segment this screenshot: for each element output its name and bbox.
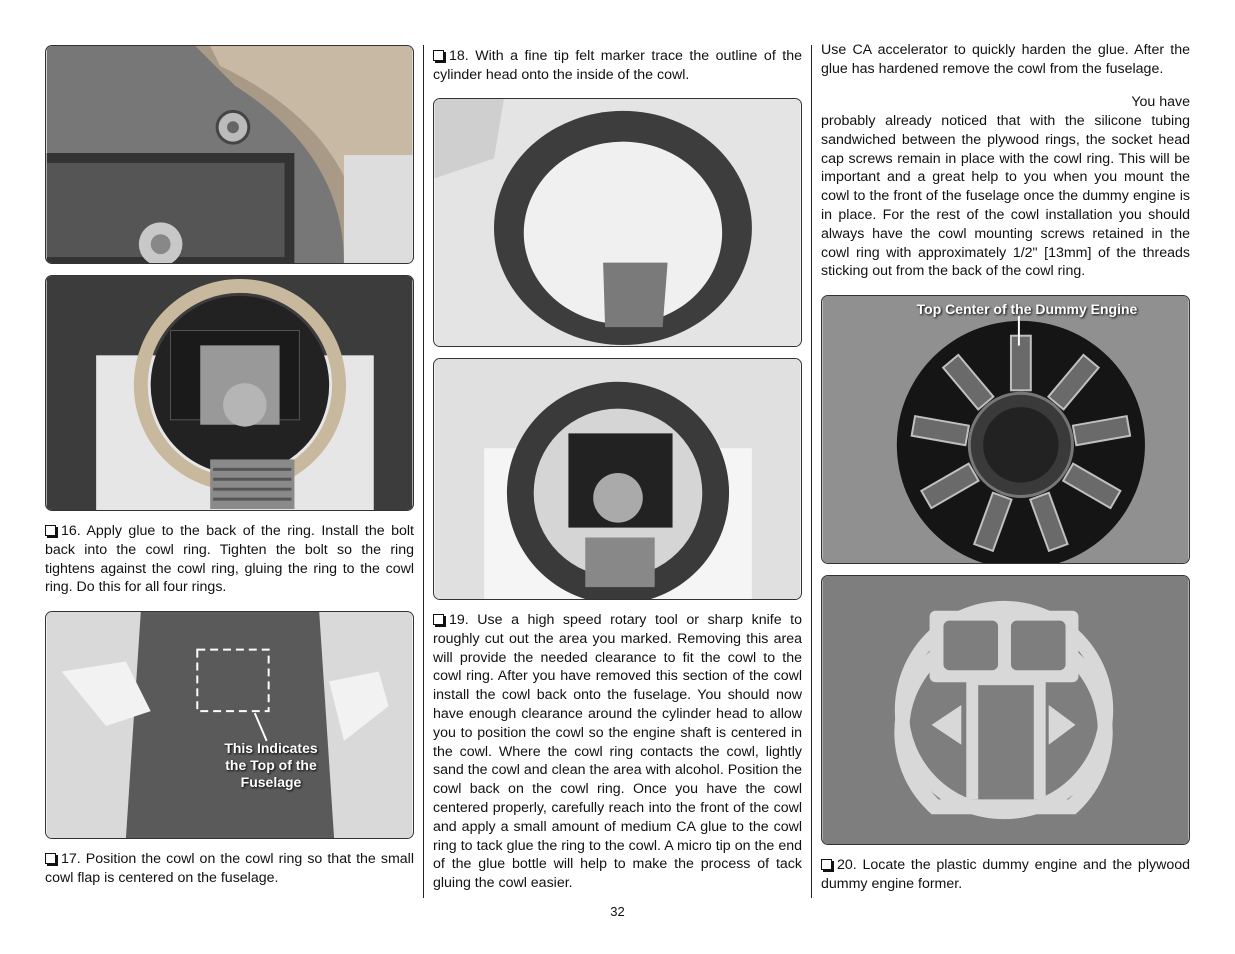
step-19-text: 19. Use a high speed rotary tool or sharp knife to roughly cut out the area you marked. Removing this area will provide the needed clearance to fit the cowl to the cowl ring. After you have removed this section of the cowl install the cowl back onto the fuselage. You should now have enough clearance around the cylinder head to allow you to position the cowl so the engine shaft is centered in the cowl. Where the cowl ring contacts the cowl, lightly sand the cowl and clean the area with alcohol. Position the cowl back on the cowl ring. Once you have the cowl centered properly, carefully reach into the front of the cowl and apply a small amount of medium CA glue to the cowl ring to tack glue the ring to the cowl. A micro tip on the end of the glue bottle will help to make the process of tack gluing the cowl easier. [433,612,802,892]
page-number: 32 [610,904,625,919]
step-18-text: 18. With a fine tip felt marker trace the outline of the cylinder head onto the inside of the cowl. [433,48,802,83]
photo-fuselage-top [45,611,414,839]
column-divider [811,45,812,898]
step-20-text: 20. Locate the plastic dummy engine and the plywood dummy engine former. [821,857,1190,892]
step-16-text: 16. Apply glue to the back of the ring. Install the bolt back into the cowl ring. Tighten the bolt so the ring tightens against the cowl ring, gluing the ring to the cowl ring. Do this for all four rings. [45,523,414,596]
column-divider [423,45,424,898]
checkbox-icon[interactable] [45,853,56,864]
checkbox-icon[interactable] [433,50,444,61]
callout-fuselage-top: This Indicates the Top of the Fuselage [224,740,318,790]
callout-engine-top: Top Center of the Dummy Engine [916,301,1138,317]
checkbox-icon[interactable] [821,859,832,870]
photo-cowl-ring-bolt [45,45,414,264]
photo-dummy-engine [821,295,1190,564]
paragraph-silicone-tubing: probably already noticed that with the silicone tubing sandwiched between the plywood rings, the socket head cap screws remain in place with the cowl ring. This will be important and a great help to you when you mount the cowl to the front of the fuselage once the dummy engine is in place. For the rest of the cowl installation you should always have the cowl mounting screws retained in the cowl ring with approximately 1/2" [13mm] of the threads sticking out from the back of the cowl ring. [821,113,1190,280]
step-17-text: 17. Position the cowl on the cowl ring so that the small cowl flap is centered on the fuselage. [45,851,414,886]
paragraph-ca-accelerator: Use CA accelerator to quickly harden the glue. After the glue has hardened remove the cowl from the fuselage. [821,42,1190,77]
checkbox-icon[interactable] [433,614,444,625]
photo-engine-former [821,575,1190,845]
photo-cowl-on-fuselage [433,358,802,600]
photo-engine-in-ring [45,275,414,511]
paragraph-lead: You have [1131,94,1190,110]
photo-cowl-marked [433,98,802,347]
checkbox-icon[interactable] [45,525,56,536]
